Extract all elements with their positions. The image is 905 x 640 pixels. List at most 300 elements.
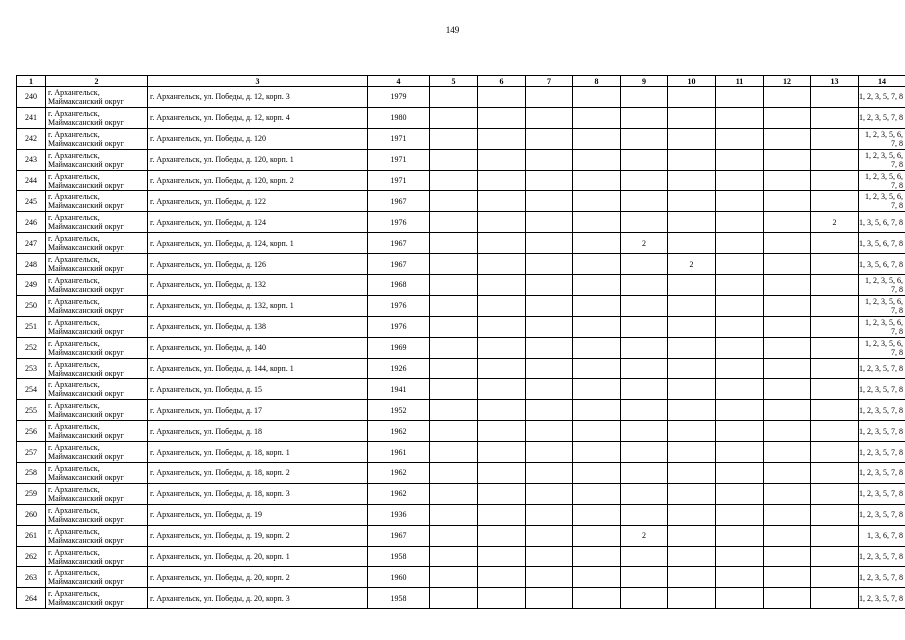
row-number: 248	[17, 254, 46, 275]
row-number: 261	[17, 525, 46, 546]
col11-cell	[716, 275, 764, 296]
column-header-5: 5	[430, 76, 478, 87]
address-cell: г. Архангельск, ул. Победы, д. 18	[148, 421, 368, 442]
col9-cell	[621, 588, 668, 609]
col9-cell	[621, 275, 668, 296]
col13-cell	[811, 233, 859, 254]
col8-cell	[573, 525, 621, 546]
col11-cell	[716, 316, 764, 337]
col14-cell: 1, 2, 3, 5, 6, 7, 8	[859, 316, 905, 337]
col7-cell	[526, 567, 573, 588]
location-cell: г. Архангельск, Маймаксанский округ	[46, 128, 148, 149]
table-row	[17, 191, 905, 212]
col7-cell	[526, 400, 573, 421]
col14-cell: 1, 2, 3, 5, 6, 7, 8	[859, 191, 905, 212]
col6-cell	[478, 191, 526, 212]
col11-cell	[716, 546, 764, 567]
page-number: 149	[445, 25, 460, 35]
col12-cell	[764, 191, 811, 212]
row-number: 254	[17, 379, 46, 400]
col13-cell	[811, 358, 859, 379]
col9-cell	[621, 358, 668, 379]
col5-cell	[430, 525, 478, 546]
table-body	[17, 87, 905, 609]
table-row	[17, 316, 905, 337]
col5-cell	[430, 483, 478, 504]
col13-cell	[811, 442, 859, 463]
year-cell: 1976	[368, 316, 430, 337]
col6-cell	[478, 295, 526, 316]
row-number: 243	[17, 149, 46, 170]
year-cell: 1926	[368, 358, 430, 379]
col13-cell	[811, 463, 859, 484]
year-cell: 1971	[368, 128, 430, 149]
col8-cell	[573, 442, 621, 463]
column-header-9: 9	[621, 76, 668, 87]
address-cell: г. Архангельск, ул. Победы, д. 20, корп. 3	[148, 588, 368, 609]
col14-cell: 1, 2, 3, 5, 6, 7, 8	[859, 295, 905, 316]
location-cell: г. Архангельск, Маймаксанский округ	[46, 87, 148, 108]
col10-cell	[668, 525, 716, 546]
col7-cell	[526, 504, 573, 525]
year-cell: 1969	[368, 337, 430, 358]
col11-cell	[716, 504, 764, 525]
col6-cell	[478, 254, 526, 275]
col5-cell	[430, 170, 478, 191]
header-row	[17, 76, 905, 87]
row-number: 251	[17, 316, 46, 337]
column-header-1: 1	[17, 76, 46, 87]
year-cell: 1976	[368, 212, 430, 233]
col10-cell	[668, 442, 716, 463]
col13-cell	[811, 421, 859, 442]
col12-cell	[764, 275, 811, 296]
col5-cell	[430, 358, 478, 379]
year-cell: 1958	[368, 588, 430, 609]
year-cell: 1967	[368, 233, 430, 254]
col9-cell	[621, 483, 668, 504]
col9-cell	[621, 254, 668, 275]
col7-cell	[526, 421, 573, 442]
col13-cell	[811, 254, 859, 275]
row-number: 264	[17, 588, 46, 609]
col9-cell	[621, 400, 668, 421]
col11-cell	[716, 170, 764, 191]
col12-cell	[764, 504, 811, 525]
column-header-11: 11	[716, 76, 764, 87]
col7-cell	[526, 316, 573, 337]
col14-cell: 1, 2, 3, 5, 6, 7, 8	[859, 275, 905, 296]
table-row	[17, 170, 905, 191]
col10-cell	[668, 233, 716, 254]
col7-cell	[526, 483, 573, 504]
address-cell: г. Архангельск, ул. Победы, д. 132	[148, 275, 368, 296]
row-number: 241	[17, 107, 46, 128]
col10-cell	[668, 546, 716, 567]
col13-cell	[811, 191, 859, 212]
address-cell: г. Архангельск, ул. Победы, д. 12, корп. 4	[148, 107, 368, 128]
col13-cell	[811, 87, 859, 108]
table-row	[17, 358, 905, 379]
col11-cell	[716, 567, 764, 588]
column-header-4: 4	[368, 76, 430, 87]
col14-cell: 1, 2, 3, 5, 6, 7, 8	[859, 170, 905, 191]
col8-cell	[573, 275, 621, 296]
col13-cell	[811, 128, 859, 149]
col10-cell	[668, 128, 716, 149]
col13-cell	[811, 546, 859, 567]
col11-cell	[716, 421, 764, 442]
location-cell: г. Архангельск, Маймаксанский округ	[46, 567, 148, 588]
address-cell: г. Архангельск, ул. Победы, д. 132, корп. 1	[148, 295, 368, 316]
col7-cell	[526, 525, 573, 546]
col7-cell	[526, 588, 573, 609]
col6-cell	[478, 275, 526, 296]
col13-cell	[811, 170, 859, 191]
col14-cell: 1, 3, 5, 6, 7, 8	[859, 254, 905, 275]
table-row	[17, 212, 905, 233]
col10-cell: 2	[668, 254, 716, 275]
location-cell: г. Архангельск, Маймаксанский округ	[46, 546, 148, 567]
buildings-table	[16, 75, 905, 609]
address-cell: г. Архангельск, ул. Победы, д. 19, корп. 2	[148, 525, 368, 546]
location-cell: г. Архангельск, Маймаксанский округ	[46, 170, 148, 191]
col12-cell	[764, 107, 811, 128]
col5-cell	[430, 379, 478, 400]
row-number: 259	[17, 483, 46, 504]
col13-cell	[811, 316, 859, 337]
col12-cell	[764, 254, 811, 275]
col9-cell	[621, 337, 668, 358]
col12-cell	[764, 421, 811, 442]
col7-cell	[526, 107, 573, 128]
col9-cell	[621, 128, 668, 149]
col8-cell	[573, 295, 621, 316]
address-cell: г. Архангельск, ул. Победы, д. 124	[148, 212, 368, 233]
col12-cell	[764, 212, 811, 233]
col9-cell	[621, 379, 668, 400]
col7-cell	[526, 128, 573, 149]
col12-cell	[764, 170, 811, 191]
row-number: 258	[17, 463, 46, 484]
col5-cell	[430, 588, 478, 609]
address-cell: г. Архангельск, ул. Победы, д. 120, корп. 2	[148, 170, 368, 191]
col8-cell	[573, 421, 621, 442]
col10-cell	[668, 295, 716, 316]
col9-cell	[621, 191, 668, 212]
col6-cell	[478, 87, 526, 108]
column-header-13: 13	[811, 76, 859, 87]
col5-cell	[430, 421, 478, 442]
row-number: 244	[17, 170, 46, 191]
location-cell: г. Архангельск, Маймаксанский округ	[46, 358, 148, 379]
col10-cell	[668, 421, 716, 442]
col11-cell	[716, 358, 764, 379]
col7-cell	[526, 442, 573, 463]
col9-cell	[621, 295, 668, 316]
col5-cell	[430, 128, 478, 149]
col14-cell: 1, 2, 3, 5, 7, 8	[859, 379, 905, 400]
col5-cell	[430, 337, 478, 358]
col11-cell	[716, 463, 764, 484]
col7-cell	[526, 463, 573, 484]
table-row	[17, 233, 905, 254]
col11-cell	[716, 149, 764, 170]
col11-cell	[716, 233, 764, 254]
col11-cell	[716, 525, 764, 546]
col6-cell	[478, 504, 526, 525]
col11-cell	[716, 128, 764, 149]
col13-cell: 2	[811, 212, 859, 233]
col9-cell	[621, 442, 668, 463]
col8-cell	[573, 358, 621, 379]
location-cell: г. Архангельск, Маймаксанский округ	[46, 233, 148, 254]
col12-cell	[764, 442, 811, 463]
table-row	[17, 149, 905, 170]
col6-cell	[478, 546, 526, 567]
address-cell: г. Архангельск, ул. Победы, д. 19	[148, 504, 368, 525]
col13-cell	[811, 567, 859, 588]
col14-cell: 1, 3, 5, 6, 7, 8	[859, 233, 905, 254]
col6-cell	[478, 233, 526, 254]
year-cell: 1962	[368, 483, 430, 504]
table-row	[17, 295, 905, 316]
col12-cell	[764, 337, 811, 358]
col14-cell: 1, 2, 3, 5, 7, 8	[859, 546, 905, 567]
col8-cell	[573, 212, 621, 233]
location-cell: г. Архангельск, Маймаксанский округ	[46, 275, 148, 296]
address-cell: г. Архангельск, ул. Победы, д. 18, корп. 3	[148, 483, 368, 504]
col8-cell	[573, 483, 621, 504]
col10-cell	[668, 463, 716, 484]
address-cell: г. Архангельск, ул. Победы, д. 138	[148, 316, 368, 337]
col14-cell: 1, 2, 3, 5, 7, 8	[859, 358, 905, 379]
col12-cell	[764, 379, 811, 400]
year-cell: 1960	[368, 567, 430, 588]
col13-cell	[811, 525, 859, 546]
col13-cell	[811, 400, 859, 421]
col5-cell	[430, 149, 478, 170]
col8-cell	[573, 546, 621, 567]
col6-cell	[478, 421, 526, 442]
location-cell: г. Архангельск, Маймаксанский округ	[46, 149, 148, 170]
col5-cell	[430, 87, 478, 108]
col14-cell: 1, 2, 3, 5, 7, 8	[859, 107, 905, 128]
col14-cell: 1, 2, 3, 5, 7, 8	[859, 463, 905, 484]
col6-cell	[478, 400, 526, 421]
col13-cell	[811, 588, 859, 609]
col11-cell	[716, 442, 764, 463]
col11-cell	[716, 337, 764, 358]
col12-cell	[764, 400, 811, 421]
year-cell: 1967	[368, 525, 430, 546]
col8-cell	[573, 504, 621, 525]
address-cell: г. Архангельск, ул. Победы, д. 120	[148, 128, 368, 149]
col6-cell	[478, 149, 526, 170]
col13-cell	[811, 337, 859, 358]
row-number: 263	[17, 567, 46, 588]
col8-cell	[573, 379, 621, 400]
col9-cell	[621, 421, 668, 442]
col13-cell	[811, 275, 859, 296]
col5-cell	[430, 233, 478, 254]
column-header-14: 14	[859, 76, 905, 87]
table-row	[17, 87, 905, 108]
col5-cell	[430, 254, 478, 275]
col6-cell	[478, 337, 526, 358]
col8-cell	[573, 463, 621, 484]
col12-cell	[764, 149, 811, 170]
col11-cell	[716, 379, 764, 400]
year-cell: 1971	[368, 170, 430, 191]
col14-cell: 1, 2, 3, 5, 7, 8	[859, 567, 905, 588]
column-header-6: 6	[478, 76, 526, 87]
col13-cell	[811, 149, 859, 170]
col9-cell	[621, 149, 668, 170]
table-row	[17, 337, 905, 358]
col11-cell	[716, 254, 764, 275]
col9-cell	[621, 170, 668, 191]
col14-cell: 1, 3, 5, 6, 7, 8	[859, 212, 905, 233]
col8-cell	[573, 588, 621, 609]
col14-cell: 1, 2, 3, 5, 7, 8	[859, 421, 905, 442]
col9-cell	[621, 316, 668, 337]
col12-cell	[764, 525, 811, 546]
col7-cell	[526, 295, 573, 316]
address-cell: г. Архангельск, ул. Победы, д. 12, корп. 3	[148, 87, 368, 108]
col12-cell	[764, 483, 811, 504]
col7-cell	[526, 87, 573, 108]
col14-cell: 1, 2, 3, 5, 7, 8	[859, 483, 905, 504]
address-cell: г. Архангельск, ул. Победы, д. 15	[148, 379, 368, 400]
col9-cell: 2	[621, 233, 668, 254]
year-cell: 1967	[368, 191, 430, 212]
col7-cell	[526, 379, 573, 400]
col11-cell	[716, 191, 764, 212]
row-number: 245	[17, 191, 46, 212]
col9-cell	[621, 567, 668, 588]
col13-cell	[811, 107, 859, 128]
table-row	[17, 400, 905, 421]
col9-cell	[621, 107, 668, 128]
year-cell: 1962	[368, 421, 430, 442]
col12-cell	[764, 546, 811, 567]
row-number: 242	[17, 128, 46, 149]
col10-cell	[668, 483, 716, 504]
table-row	[17, 275, 905, 296]
location-cell: г. Архангельск, Маймаксанский округ	[46, 254, 148, 275]
col7-cell	[526, 546, 573, 567]
year-cell: 1976	[368, 295, 430, 316]
table-row	[17, 504, 905, 525]
col12-cell	[764, 316, 811, 337]
col7-cell	[526, 191, 573, 212]
location-cell: г. Архангельск, Маймаксанский округ	[46, 483, 148, 504]
col5-cell	[430, 463, 478, 484]
row-number: 260	[17, 504, 46, 525]
col10-cell	[668, 87, 716, 108]
column-header-7: 7	[526, 76, 573, 87]
col12-cell	[764, 128, 811, 149]
year-cell: 1941	[368, 379, 430, 400]
year-cell: 1971	[368, 149, 430, 170]
col11-cell	[716, 295, 764, 316]
table-row	[17, 567, 905, 588]
col9-cell	[621, 87, 668, 108]
col14-cell: 1, 2, 3, 5, 6, 7, 8	[859, 128, 905, 149]
address-cell: г. Архангельск, ул. Победы, д. 17	[148, 400, 368, 421]
col10-cell	[668, 149, 716, 170]
location-cell: г. Архангельск, Маймаксанский округ	[46, 400, 148, 421]
row-number: 252	[17, 337, 46, 358]
row-number: 256	[17, 421, 46, 442]
location-cell: г. Архангельск, Маймаксанский округ	[46, 295, 148, 316]
table-row	[17, 546, 905, 567]
col14-cell: 1, 2, 3, 5, 7, 8	[859, 588, 905, 609]
address-cell: г. Архангельск, ул. Победы, д. 20, корп. 2	[148, 567, 368, 588]
location-cell: г. Архангельск, Маймаксанский округ	[46, 337, 148, 358]
col10-cell	[668, 170, 716, 191]
col6-cell	[478, 358, 526, 379]
address-cell: г. Архангельск, ул. Победы, д. 18, корп. 2	[148, 463, 368, 484]
col5-cell	[430, 107, 478, 128]
address-cell: г. Архангельск, ул. Победы, д. 126	[148, 254, 368, 275]
col6-cell	[478, 170, 526, 191]
col5-cell	[430, 275, 478, 296]
col12-cell	[764, 295, 811, 316]
table-row	[17, 128, 905, 149]
year-cell: 1936	[368, 504, 430, 525]
col8-cell	[573, 254, 621, 275]
col14-cell: 1, 2, 3, 5, 7, 8	[859, 442, 905, 463]
table-row	[17, 379, 905, 400]
col10-cell	[668, 588, 716, 609]
col11-cell	[716, 400, 764, 421]
row-number: 247	[17, 233, 46, 254]
location-cell: г. Архангельск, Маймаксанский округ	[46, 379, 148, 400]
col6-cell	[478, 316, 526, 337]
col7-cell	[526, 212, 573, 233]
col9-cell: 2	[621, 525, 668, 546]
col14-cell: 1, 2, 3, 5, 6, 7, 8	[859, 149, 905, 170]
col5-cell	[430, 546, 478, 567]
column-header-12: 12	[764, 76, 811, 87]
col6-cell	[478, 212, 526, 233]
location-cell: г. Архангельск, Маймаксанский округ	[46, 212, 148, 233]
col7-cell	[526, 337, 573, 358]
year-cell: 1958	[368, 546, 430, 567]
col8-cell	[573, 400, 621, 421]
table-row	[17, 525, 905, 546]
col12-cell	[764, 567, 811, 588]
col5-cell	[430, 191, 478, 212]
location-cell: г. Архангельск, Маймаксанский округ	[46, 442, 148, 463]
table-row	[17, 463, 905, 484]
col8-cell	[573, 567, 621, 588]
row-number: 253	[17, 358, 46, 379]
row-number: 249	[17, 275, 46, 296]
col8-cell	[573, 87, 621, 108]
location-cell: г. Архангельск, Маймаксанский округ	[46, 107, 148, 128]
row-number: 262	[17, 546, 46, 567]
col6-cell	[478, 379, 526, 400]
col10-cell	[668, 316, 716, 337]
col6-cell	[478, 525, 526, 546]
col8-cell	[573, 191, 621, 212]
col7-cell	[526, 254, 573, 275]
col8-cell	[573, 107, 621, 128]
address-cell: г. Архангельск, ул. Победы, д. 144, корп. 1	[148, 358, 368, 379]
